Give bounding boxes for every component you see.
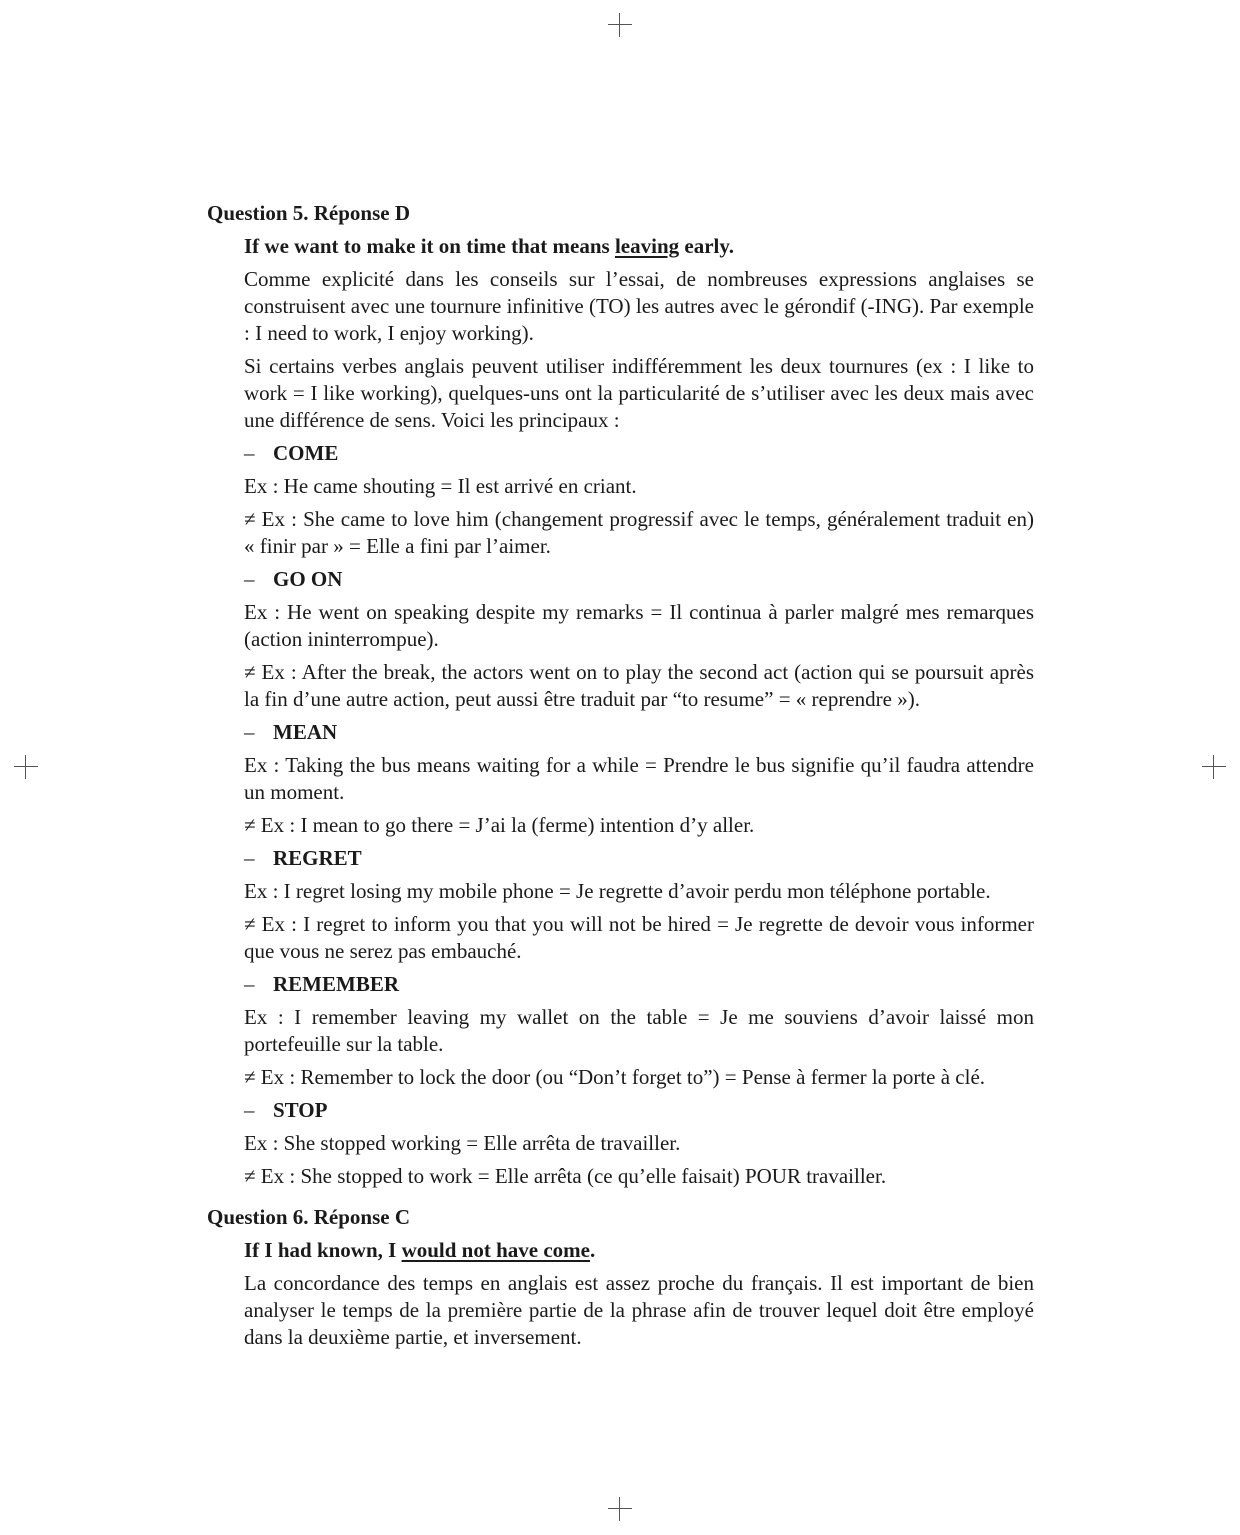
example-line: ≠ Ex : I mean to go there = J’ai la (ferme) intention d’y aller. bbox=[244, 813, 755, 837]
question-6-example: If I had known, I would not have come. bbox=[244, 1238, 596, 1262]
question-5-title: Question 5. Réponse D bbox=[207, 201, 411, 225]
question-6-body bbox=[207, 1237, 1034, 1351]
crop-mark-left bbox=[14, 755, 38, 779]
question-5-body bbox=[207, 233, 1034, 1190]
crop-mark-right bbox=[1202, 755, 1226, 779]
verb-heading-go-on: – GO ON bbox=[244, 567, 343, 591]
underlined-answer: leaving bbox=[614, 234, 680, 258]
intro-paragraph: Si certains verbes anglais peuvent utiliser indifféremment les deux tournures (ex : I like to work = I like working), quelques-uns ont la particularité de s’utiliser avec les deux mais avec une différence de sens. Voici les principaux : bbox=[244, 354, 1034, 432]
crop-mark-top bbox=[608, 13, 632, 37]
verb-heading-regret: – REGRET bbox=[244, 846, 362, 870]
example-line: ≠ Ex : I regret to inform you that you will not be hired = Je regrette de devoir vous informer que vous ne serez pas embauché. bbox=[244, 912, 1034, 963]
example-line: ≠ Ex : After the break, the actors went on to play the second act (action qui se poursuit après la fin d’une autre action, peut aussi être traduit par “to resume” = « reprendre »). bbox=[244, 660, 1034, 711]
example-line: Ex : He came shouting = Il est arrivé en criant. bbox=[244, 474, 637, 498]
example-line: ≠ Ex : She came to love him (changement progressif avec le temps, généralement traduit en) « finir par » = Elle a fini par l’aimer. bbox=[244, 507, 1034, 558]
intro-paragraph: Comme explicité dans les conseils sur l’essai, de nombreuses expressions anglaises se construisent avec une tournure infinitive (TO) les autres avec le gérondif (-ING). Par exemple : I need to work, I enjoy working). bbox=[244, 267, 1034, 345]
verb-heading-come: – COME bbox=[244, 441, 339, 465]
question-6-title: Question 6. Réponse C bbox=[207, 1205, 411, 1229]
verb-heading-mean: – MEAN bbox=[244, 720, 338, 744]
example-line: Ex : She stopped working = Elle arrêta de travailler. bbox=[244, 1131, 681, 1155]
underlined-answer: would not have come bbox=[401, 1238, 590, 1262]
verb-heading-stop: – STOP bbox=[244, 1098, 328, 1122]
example-line: Ex : He went on speaking despite my remarks = Il continua à parler malgré mes remarques (action ininterrompue). bbox=[244, 600, 1034, 651]
question-6-paragraph: La concordance des temps en anglais est assez proche du français. Il est important de bien analyser le temps de la première partie de la phrase afin de trouver lequel doit être employé dans la deuxième partie, et inversement. bbox=[244, 1271, 1034, 1349]
example-line: Ex : Taking the bus means waiting for a while = Prendre le bus signifie qu’il faudra attendre un moment. bbox=[244, 753, 1034, 804]
question-5-example: If we want to make it on time that means leaving early. bbox=[244, 234, 734, 258]
verb-heading-remember: – REMEMBER bbox=[244, 972, 399, 996]
example-line: Ex : I regret losing my mobile phone = Je regrette d’avoir perdu mon téléphone portable. bbox=[244, 879, 991, 903]
example-line: ≠ Ex : She stopped to work = Elle arrêta (ce qu’elle faisait) POUR travailler. bbox=[244, 1164, 887, 1188]
example-line: Ex : I remember leaving my wallet on the table = Je me souviens d’avoir laissé mon portefeuille sur la table. bbox=[244, 1005, 1034, 1056]
example-line: ≠ Ex : Remember to lock the door (ou “Don’t forget to”) = Pense à fermer la porte à clé. bbox=[244, 1065, 986, 1089]
page-content bbox=[207, 200, 1034, 1357]
crop-mark-bottom bbox=[608, 1497, 632, 1521]
